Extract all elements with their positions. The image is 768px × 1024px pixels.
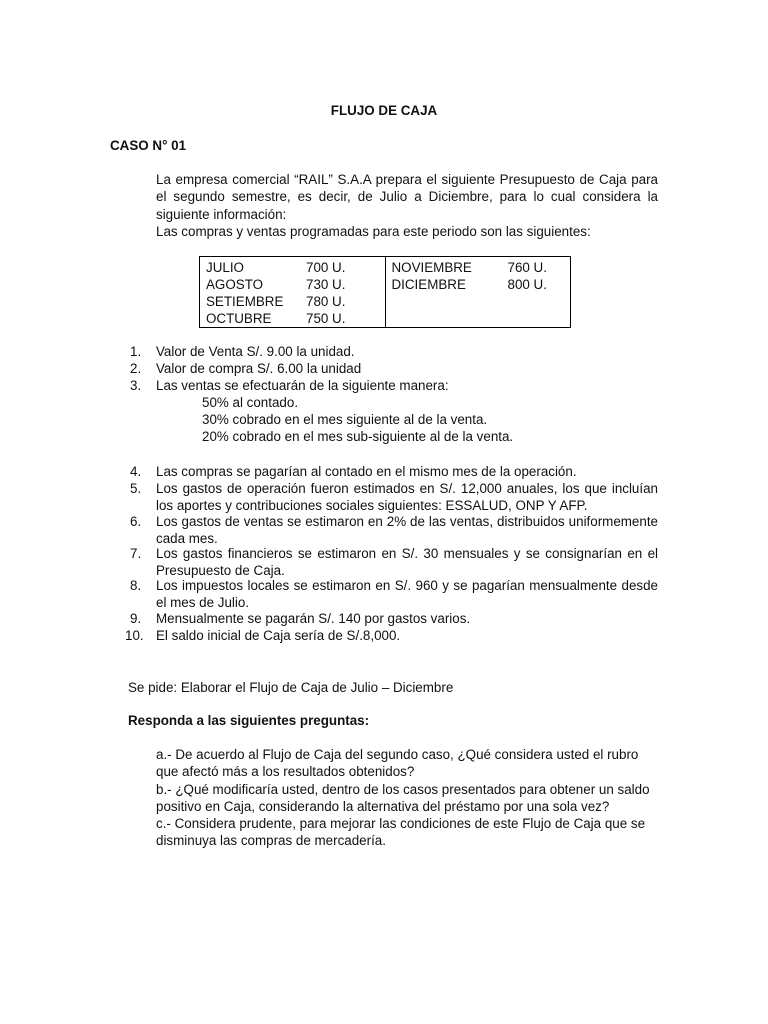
table-row — [206, 259, 379, 276]
table-row — [392, 259, 565, 276]
list-item — [130, 463, 658, 480]
list-text: Valor de Venta S/. 9.00 la unidad. — [156, 344, 355, 359]
units-value: 730 U. — [306, 277, 346, 292]
list-text: Los gastos de operación fueron estimados en S/. 12,000 anuales, los que incluían los aportes y contribuciones sociales siguientes: ESSALUD, ONP Y AFP. — [156, 481, 658, 513]
list-number: 3. — [130, 378, 142, 393]
month-label: NOVIEMBRE — [391, 260, 472, 275]
list-item — [130, 480, 658, 514]
list-number: 1. — [130, 344, 142, 359]
sub-list-item: 30% cobrado en el mes siguiente al de la venta. — [202, 412, 488, 427]
list-item — [130, 360, 658, 377]
table-row — [392, 276, 565, 293]
sub-list-item: 20% cobrado en el mes sub-siguiente al de la venta. — [202, 429, 514, 444]
intro-text: La empresa comercial “RAIL” S.A.A prepara el siguiente Presupuesto de Caja para el segundo semestre, es decir, de Julio a Diciembre, para lo cual considera la siguiente información: — [156, 172, 658, 222]
list-text: Valor de compra S/. 6.00 la unidad — [156, 361, 362, 376]
list-item — [130, 610, 658, 627]
sub-list-item: 50% al contado. — [202, 395, 299, 410]
questions-block — [156, 746, 658, 850]
list-number: 8. — [130, 578, 142, 593]
units-value: 700 U. — [306, 260, 346, 275]
units-value: 760 U. — [507, 260, 547, 275]
se-pide-text: Se pide: Elaborar el Flujo de Caja de Julio – Diciembre — [128, 680, 454, 695]
month-label: SETIEMBRE — [206, 294, 284, 309]
sales-table — [199, 256, 571, 328]
list-number: 5. — [130, 481, 142, 496]
list-number: 9. — [130, 611, 142, 626]
table-row — [206, 276, 379, 293]
list-number: 7. — [130, 546, 142, 561]
list-number: 4. — [130, 464, 142, 479]
list-number: 6. — [130, 514, 142, 529]
month-label: DICIEMBRE — [391, 277, 466, 292]
intro-line: Las compras y ventas programadas para este periodo son las siguientes: — [156, 223, 591, 239]
list-item — [125, 627, 658, 644]
table-row — [206, 293, 379, 310]
list-text: El saldo inicial de Caja sería de S/.8,000. — [156, 628, 401, 643]
case-label: CASO N° 01 — [110, 138, 187, 153]
questions-heading: Responda a las siguientes preguntas: — [128, 713, 370, 728]
list-item — [130, 513, 658, 547]
units-value: 750 U. — [306, 311, 346, 326]
list-text: Los gastos de ventas se estimaron en 2% de las ventas, distribuidos uniformemente cada mes. — [156, 514, 658, 546]
list-text: Los impuestos locales se estimaron en S/. 960 y se pagarían mensualmente desde el mes de Julio. — [156, 578, 658, 610]
list-item — [130, 577, 658, 611]
question-item: b.- ¿Qué modificaría usted, dentro de los casos presentados para obtener un saldo positivo en Caja, considerando la alternativa del préstamo por una sola vez? — [156, 781, 650, 814]
units-value: 780 U. — [306, 294, 346, 309]
month-label: AGOSTO — [206, 277, 264, 292]
list-number: 10. — [125, 628, 144, 643]
intro-paragraph — [156, 171, 658, 240]
list-item — [130, 377, 658, 394]
list-text: Los gastos financieros se estimaron en S/. 30 mensuales y se consignarían en el Presupuesto de Caja. — [156, 546, 658, 578]
numbered-list-part-2 — [125, 463, 658, 644]
question-item: c.- Considera prudente, para mejorar las condiciones de este Flujo de Caja que se disminuya las compras de mercadería. — [156, 816, 646, 849]
month-label: OCTUBRE — [206, 311, 272, 326]
list-item — [130, 343, 658, 360]
list-number: 2. — [130, 361, 142, 376]
sales-table-right-column — [385, 257, 571, 328]
sales-table-left-column — [200, 257, 386, 328]
numbered-list-part-1 — [130, 343, 658, 445]
units-value: 800 U. — [507, 277, 547, 292]
month-label: JULIO — [206, 260, 244, 275]
document-title: FLUJO DE CAJA — [330, 103, 438, 118]
list-text: Las ventas se efectuarán de la siguiente manera: — [156, 378, 449, 393]
list-item — [130, 545, 658, 579]
list-text: Las compras se pagarían al contado en el mismo mes de la operación. — [156, 464, 577, 479]
list-text: Mensualmente se pagarán S/. 140 por gastos varios. — [156, 611, 471, 626]
question-item: a.- De acuerdo al Flujo de Caja del segundo caso, ¿Qué considera usted el rubro que afectó más a los resultados obtenidos? — [156, 747, 639, 780]
table-row — [206, 310, 379, 327]
